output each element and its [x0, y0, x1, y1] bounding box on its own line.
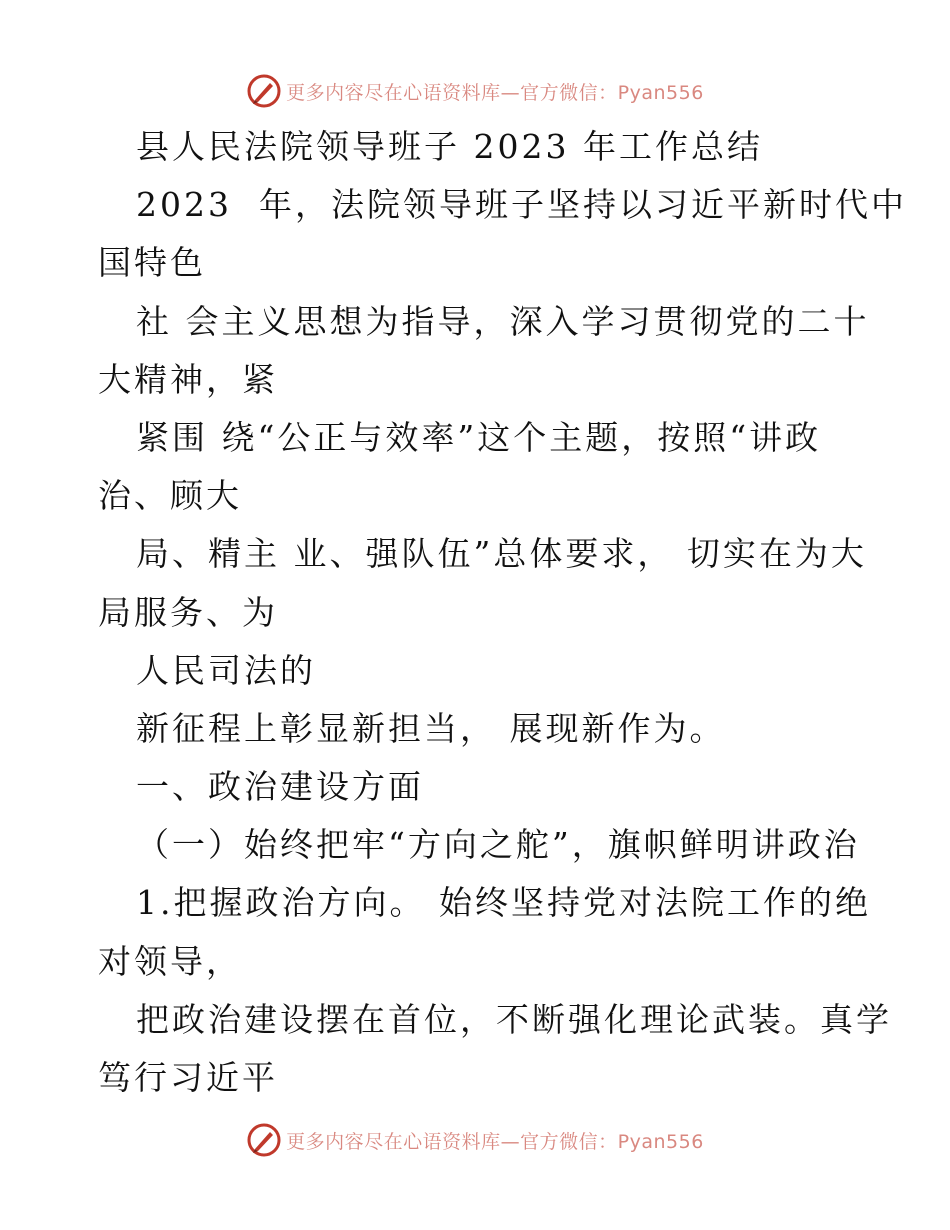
text-line: 笃行习近平: [98, 1058, 278, 1097]
text-line: 局、精主 业、强队伍”总体要求， 切实在为大: [136, 534, 867, 574]
watermark-header: [0, 71, 950, 111]
text-line: 1.把握政治方向。 始终坚持党对法院工作的绝: [136, 883, 871, 923]
text-line: 一、政治建设方面: [136, 767, 424, 807]
text-line: 县人民法院领导班子 2023 年工作总结: [136, 127, 763, 166]
text-line: 2023 年，法院领导班子坚持以习近平新时代中: [136, 185, 907, 225]
text-line: 国特色: [98, 243, 206, 283]
text-line: 治、顾大: [98, 476, 242, 516]
text-line: 对领导，: [98, 941, 242, 981]
text-line: 局服务、为: [98, 592, 278, 632]
document-body: [98, 118, 907, 1107]
text-line: 人民司法的: [136, 650, 316, 690]
text-line: 紧围 绕“公正与效率”这个主题，按照“讲政: [136, 417, 822, 457]
text-line: 新征程上彰显新担当， 展现新作为。: [136, 708, 726, 748]
watermark-text: 更多内容尽在心语资料库—官方微信：Pyan556: [286, 81, 704, 104]
text-line: 大精神，紧: [98, 359, 278, 399]
watermark-text: 更多内容尽在心语资料库—官方微信：Pyan556: [286, 1130, 704, 1153]
text-line: 社 会主义思想为指导，深入学习贯彻党的二十: [136, 301, 870, 341]
pen-logo-icon: [246, 73, 282, 109]
text-line: 把政治建设摆在首位，不断强化理论武装。真学: [136, 999, 892, 1039]
text-line: （一）始终把牢“方向之舵”，旗帜鲜明讲政治: [136, 825, 860, 865]
pen-logo-icon: [246, 1122, 282, 1158]
watermark-footer: [0, 1120, 950, 1160]
